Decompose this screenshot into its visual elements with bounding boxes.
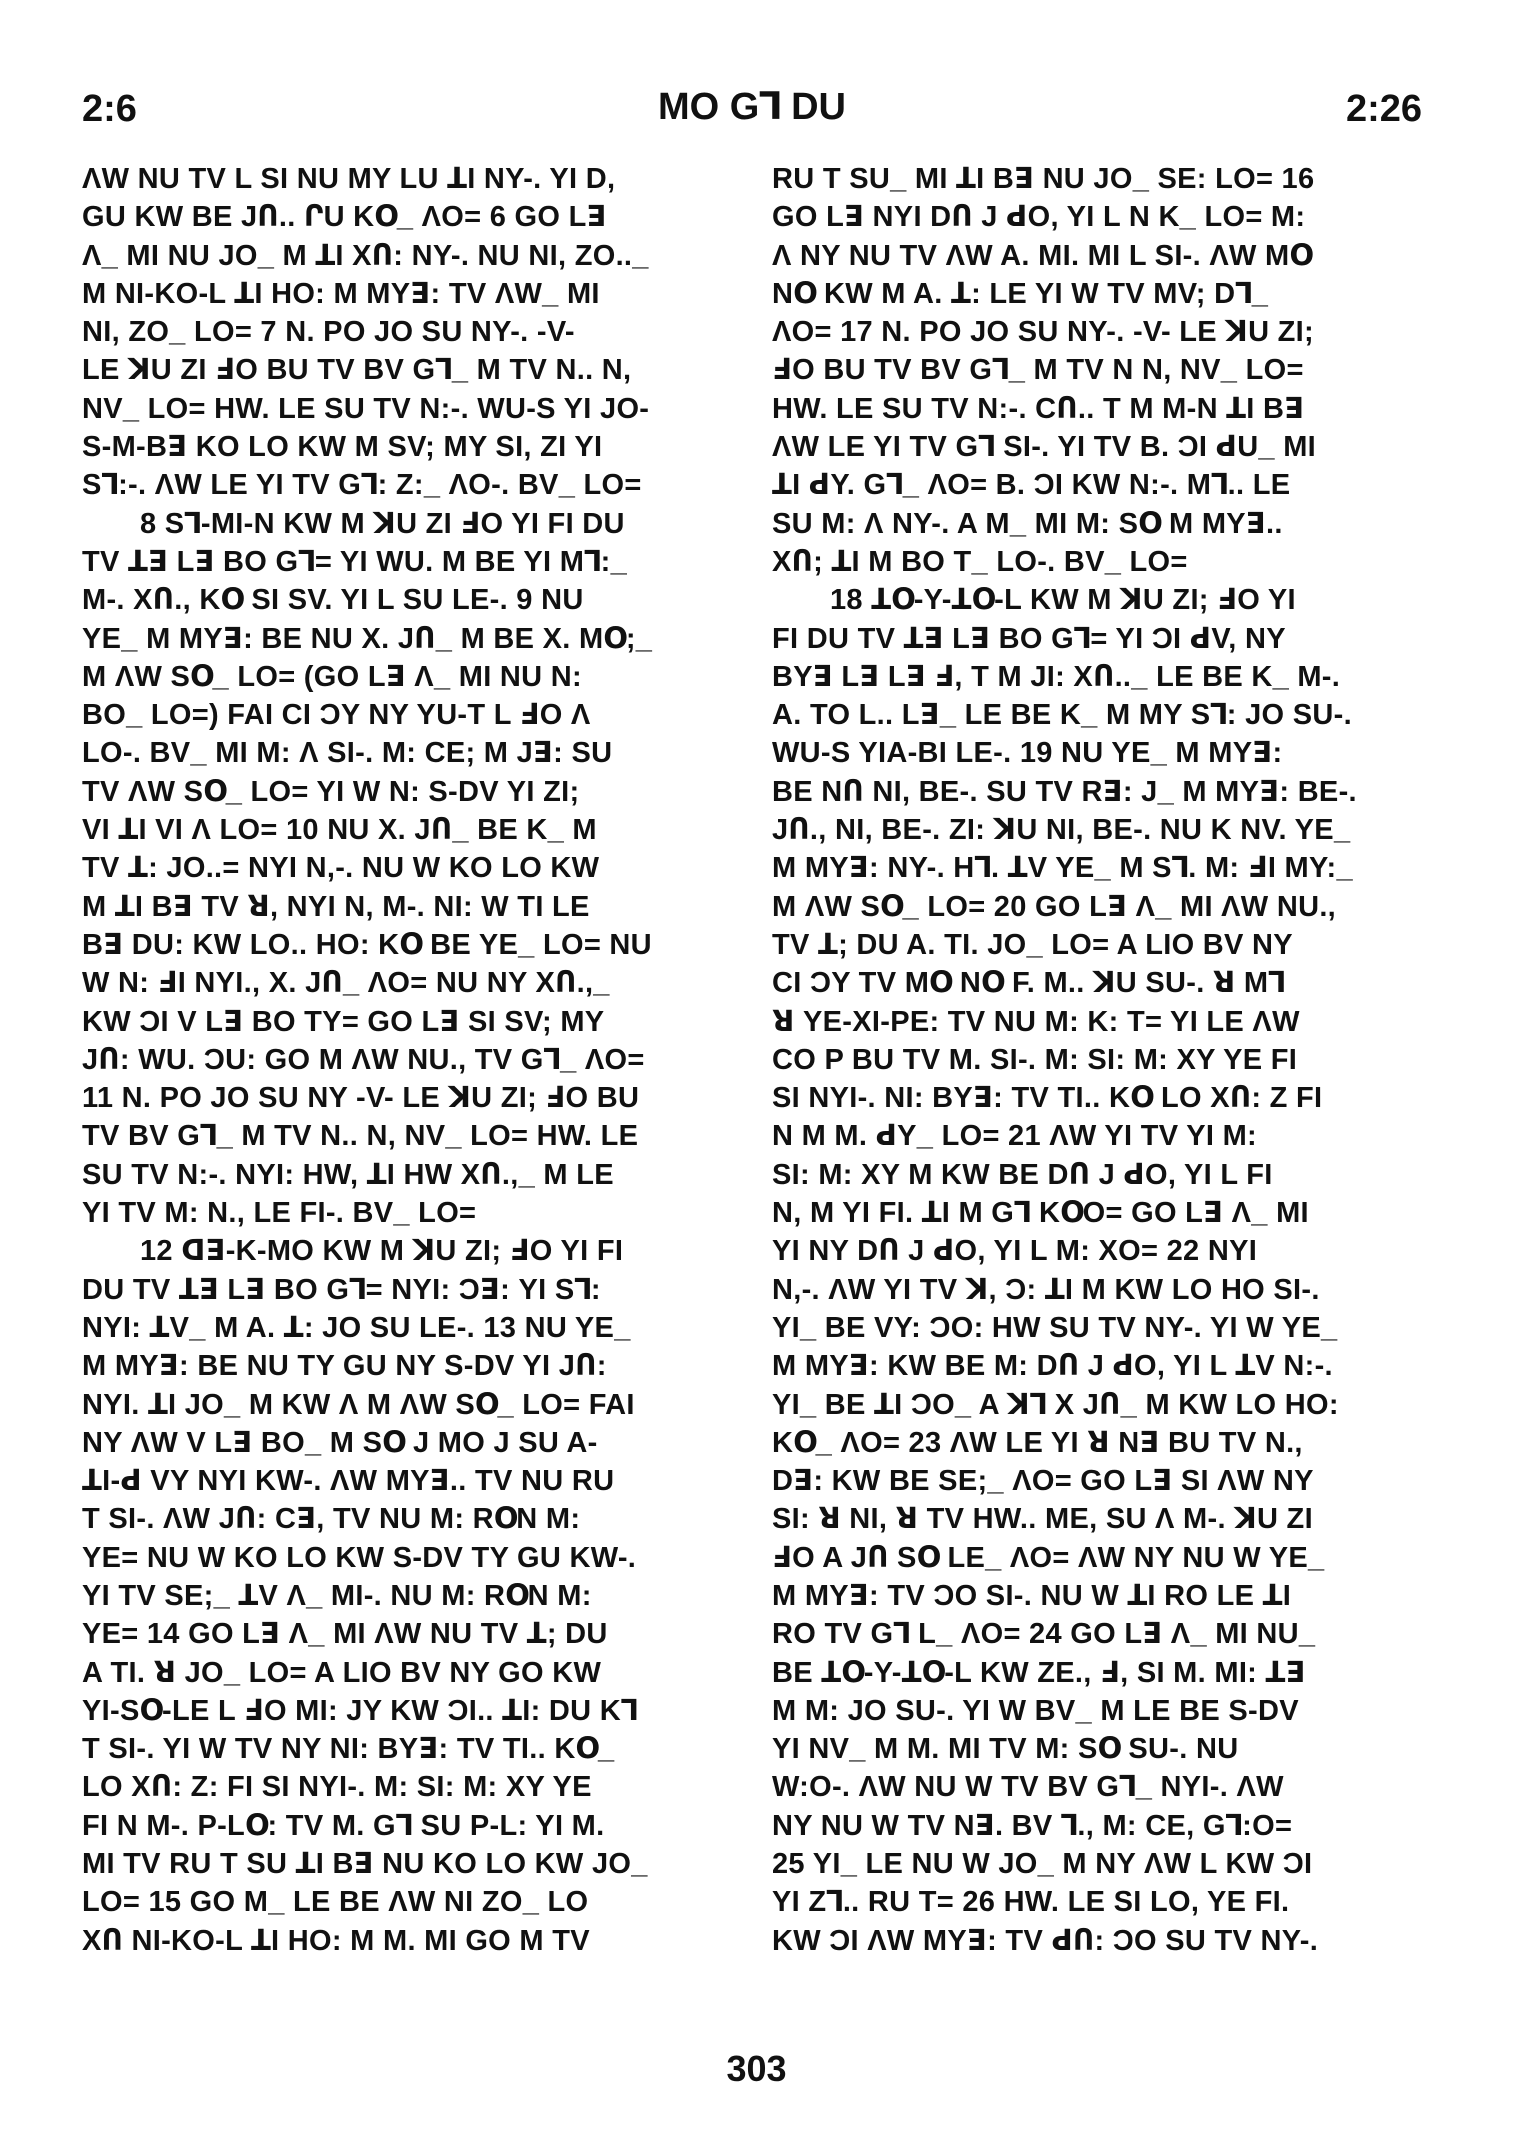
text-line: M M: JO SU-. YI W BV_ M LE BE S-DV [772, 1694, 1299, 1727]
text-line: W:O-. ΛW NU W TV BV G⅂_ NYI-. ΛW [772, 1771, 1284, 1804]
text-line: ꓕI-ꓒ VY NYI KW-. ΛW MYꓱ.. TV NU RU [82, 1465, 615, 1498]
text-line: CI ƆY TV MՕ NՕ F. M.. ꓘU SU-. ꓤ M⅂ [772, 967, 1285, 1000]
text-line: YE= 14 GO Lꓱ Λ_ MI ΛW NU TV ꓕ; DU [82, 1618, 608, 1651]
text-line: BE ꓕՕ-Y-ꓕՕ-L KW ZE., ꓞ, SI M. MI: ꓕꓱ [772, 1656, 1306, 1689]
text-line: T SI-. YI W TV NY NI: BYꓱ: TV TI.. KՕ_ [82, 1733, 615, 1766]
text-line: Dꓱ: KW BE SE;_ ΛO= GO Lꓱ SI ΛW NY [772, 1465, 1314, 1498]
text-line: 25 YI_ LE NU W JO_ M NY ΛW L KW ƆI [772, 1848, 1313, 1881]
text-line: 12 ꓷꓱ-K-MO KW M ꓘU ZI; ꓞO YI FI [140, 1235, 624, 1268]
text-line: LO-. BV_ MI M: Λ SI-. M: CE; M Jꓱ: SU [82, 737, 613, 770]
text-line: BYꓱ Lꓱ Lꓱ ꓞ, T M JI: XՈ.._ LE BE K_ M-. [772, 660, 1341, 693]
text-line: RO TV G⅂ L_ ΛO= 24 GO Lꓱ Λ_ MI NU_ [772, 1618, 1316, 1651]
text-line: KՕ_ ΛO= 23 ΛW LE YI ꓤ Nꓱ BU TV N., [772, 1426, 1303, 1459]
text-line: N M M. ꓒY_ LO= 21 ΛW YI TV YI M: [772, 1120, 1258, 1153]
text-line: NYI: ꓕV_ M A. ꓕ: JO SU LE-. 13 NU YE_ [82, 1311, 631, 1344]
text-line: KW ƆI V Lꓱ BO TY= GO Lꓱ SI SV; MY [82, 1005, 605, 1038]
text-line: HW. LE SU TV N:-. CՈ.. T M M-N ꓕI Bꓱ [772, 392, 1305, 425]
text-line: TV ꓕ; DU A. TI. JO_ LO= A LIO BV NY [772, 928, 1293, 961]
text-line: YI Z⅂.. RU T= 26 HW. LE SI LO, YE FI. [772, 1886, 1290, 1919]
text-line: Bꓱ DU: KW LO.. HO: KՕ BE YE_ LO= NU [82, 928, 652, 961]
text-line: SI: ꓤ NI, ꓤ TV HW.. ME, SU Λ M-. ꓘU ZI [772, 1503, 1313, 1536]
text-line: T SI-. ΛW JՈ: Cꓱ, TV NU M: RՕN M: [82, 1503, 581, 1536]
text-line: XՈ NI-KO-L ꓕI HO: M M. MI GO M TV [82, 1924, 590, 1957]
book-title: MO G⅂ DU [658, 86, 846, 128]
text-line: NV_ LO= HW. LE SU TV N:-. WU-S YI JO- [82, 392, 650, 425]
text-line: XՈ; ꓕI M BO T_ LO-. BV_ LO= [772, 545, 1188, 578]
text-line: DU TV ꓕꓱ Lꓱ BO G⅂= NYI: Ɔꓱ: YI S⅂: [82, 1273, 601, 1306]
text-line: Λ_ MI NU JO_ M ꓕI XՈ: NY-. NU NI, ZO.._ [82, 239, 649, 272]
text-line: YI NY DՈ J ꓒO, YI L M: XO= 22 NYI [772, 1235, 1258, 1268]
text-line: GO Lꓱ NYI DՈ J ꓒO, YI L N K_ LO= M: [772, 201, 1306, 234]
text-line: SU TV N:-. NYI: HW, ꓕI HW XՈ.,_ M LE [82, 1158, 614, 1191]
text-line: NY ΛW V Lꓱ BO_ M SՕ J MO J SU A- [82, 1426, 598, 1459]
text-line: 11 N. PO JO SU NY -V- LE ꓘU ZI; ꓞO BU [82, 1082, 640, 1115]
text-line: LO= 15 GO M_ LE BE ΛW NI ZO_ LO [82, 1886, 589, 1919]
text-line: A TI. ꓤ JO_ LO= A LIO BV NY GO KW [82, 1656, 602, 1689]
text-line: N,-. ΛW YI TV ꓘ, Ɔ: ꓕI M KW LO HO SI-. [772, 1273, 1320, 1306]
header-end-reference: 2:26 [1345, 88, 1422, 130]
text-line: A. TO L.. Lꓱ_ LE BE K_ M MY S⅂: JO SU-. [772, 699, 1352, 732]
text-line: ꓞO A JՈ SՕ LE_ ΛO= ΛW NY NU W YE_ [772, 1541, 1325, 1574]
running-header [82, 88, 1422, 140]
text-line: ꓕI ꓒY. G⅂_ ΛO= B. ƆI KW N:-. M⅂.. LE [772, 469, 1291, 502]
text-line: NI, ZO_ LO= 7 N. PO JO SU NY-. -V- [82, 316, 575, 349]
text-line: M ꓕI Bꓱ TV ꓤ, NYI N, M-. NI: W TI LE [82, 890, 590, 923]
text-line: S⅂:-. ΛW LE YI TV G⅂: Z:_ ΛO-. BV_ LO= [82, 469, 642, 502]
text-line: TV ꓕ: JO..= NYI N,-. NU W KO LO KW [82, 852, 600, 885]
right-text-column [772, 160, 1422, 1960]
text-line: ΛW NU TV L SI NU MY LU ꓕI NY-. YI D, [82, 163, 616, 195]
text-line: YI TV M: N., LE FI-. BV_ LO= [82, 1197, 477, 1230]
text-line: VI ꓕI VI Λ LO= 10 NU X. JՈ_ BE K_ M [82, 814, 597, 847]
text-line: SI NYI-. NI: BYꓱ: TV TI.. KՕ LO XՈ: Z FI [772, 1082, 1323, 1115]
text-line: YE= NU W KO LO KW S-DV TY GU KW-. [82, 1541, 637, 1574]
text-line: MI TV RU T SU ꓕI Bꓱ NU KO LO KW JO_ [82, 1848, 648, 1881]
text-line: TV ΛW SՕ_ LO= YI W N: S-DV YI ZI; [82, 775, 580, 808]
text-line: YI NV_ M M. MI TV M: SՕ SU-. NU [772, 1733, 1239, 1766]
text-line: ΛO= 17 N. PO JO SU NY-. -V- LE ꓘU ZI; [772, 316, 1314, 349]
text-line: S-M-Bꓱ KO LO KW M SV; MY SI, ZI YI [82, 431, 603, 464]
text-line: 8 S⅂-MI-N KW M ꓘU ZI ꓞO YI FI DU [140, 507, 625, 540]
text-line: M ΛW SՕ_ LO= (GO Lꓱ Λ_ MI NU N: [82, 660, 582, 693]
page-number: 303 [726, 2048, 787, 2089]
text-line: M MYꓱ: BE NU TY GU NY S-DV YI JՈ: [82, 1350, 607, 1383]
text-line: YI_ BE VY: ƆO: HW SU TV NY-. YI W YE_ [772, 1311, 1338, 1344]
text-line: GU KW BE JՈ.. ՐU KՕ_ ΛO= 6 GO Lꓱ [82, 201, 607, 234]
text-line: NՕ KW M A. ꓕ: LE YI W TV MV; D⅂_ [772, 277, 1269, 310]
text-line: RU T SU_ MI ꓕI Bꓱ NU JO_ SE: LO= 16 [772, 163, 1315, 195]
left-text-column [82, 160, 732, 1960]
text-line: Λ NY NU TV ΛW A. MI. MI L SI-. ΛW MՕ [772, 239, 1312, 272]
text-line: WU-S YIA-BI LE-. 19 NU YE_ M MYꓱ: [772, 737, 1283, 770]
text-line: NYI. ꓕI JO_ M KW Λ M ΛW SՕ_ LO= FAI [82, 1388, 635, 1421]
text-line: LE ꓘU ZI ꓞO BU TV BV G⅂_ M TV N.. N, [82, 354, 632, 387]
text-line: SI: M: XY M KW BE DՈ J ꓒO, YI L FI [772, 1158, 1273, 1191]
text-line: BE NՈ NI, BE-. SU TV Rꓱ: J_ M MYꓱ: BE-. [772, 775, 1357, 808]
text-line: ΛW LE YI TV G⅂ SI-. YI TV B. ƆI ꓒU_ MI [772, 431, 1317, 464]
text-line: YI-SՕ-LE L ꓞO MI: JY KW ƆI.. ꓕI: DU K⅂ [82, 1694, 638, 1727]
text-line: BO_ LO=) FAI CI ƆY NY YU-T L ꓞO Λ [82, 699, 591, 732]
text-line: N, M YI FI. ꓕI M G⅂ KՕO= GO Lꓱ Λ_ MI [772, 1197, 1309, 1230]
text-line: TV BV G⅂_ M TV N.. N, NV_ LO= HW. LE [82, 1120, 639, 1153]
text-line: W N: ꓞI NYI., X. JՈ_ ΛO= NU NY XՈ.,_ [82, 967, 610, 1000]
text-line: M NI-KO-L ꓕI HO: M MYꓱ: TV ΛW_ MI [82, 277, 600, 310]
text-line: KW ƆI ΛW MYꓱ: TV ꓒՈ: ƆO SU TV NY-. [772, 1924, 1319, 1957]
text-line: YI TV SE;_ ꓕV Λ_ MI-. NU M: RՕN M: [82, 1579, 592, 1612]
text-line: YI_ BE ꓕI ƆO_ A ꓘ⅂ X JՈ_ M KW LO HO: [772, 1388, 1339, 1421]
text-line: ꓞO BU TV BV G⅂_ M TV N N, NV_ LO= [772, 354, 1304, 387]
text-line: SU M: Λ NY-. A M_ MI M: SՕ M MYꓱ.. [772, 507, 1283, 540]
header-start-reference: 2:6 [82, 88, 137, 130]
text-line: ꓤ YE-XI-PE: TV NU M: K: T= YI LE ΛW [772, 1005, 1300, 1038]
text-line: NY NU W TV Nꓱ. BV ⅂., M: CE, G⅂:O= [772, 1809, 1293, 1842]
text-line: M MYꓱ: KW BE M: DՈ J ꓒO, YI L ꓕV N:-. [772, 1350, 1333, 1383]
text-line: TV ꓕꓱ Lꓱ BO G⅂= YI WU. M BE YI M⅂:_ [82, 545, 628, 578]
text-line: M MYꓱ: TV ƆO SI-. NU W ꓕI RO LE ꓕI [772, 1579, 1292, 1612]
text-line: CO P BU TV M. SI-. M: SI: M: XY YE FI [772, 1043, 1298, 1076]
text-line: FI N M-. P-LՕ: TV M. G⅂ SU P-L: YI M. [82, 1809, 605, 1842]
text-line: M-. XՈ., KՕ SI SV. YI L SU LE-. 9 NU [82, 584, 584, 617]
text-line: JՈ., NI, BE-. ZI: ꓘU NI, BE-. NU K NV. YE_ [772, 814, 1351, 847]
text-line: M MYꓱ: NY-. H⅂. ꓕV YE_ M S⅂. M: ꓞI MY:_ [772, 852, 1353, 885]
text-line: M ΛW SՕ_ LO= 20 GO Lꓱ Λ_ MI ΛW NU., [772, 890, 1337, 923]
text-line: JՈ: WU. ƆU: GO M ΛW NU., TV G⅂_ ΛO= [82, 1043, 645, 1076]
text-line: 18 ꓕՕ-Y-ꓕՕ-L KW M ꓘU ZI; ꓞO YI [830, 584, 1296, 617]
text-line: YE_ M MYꓱ: BE NU X. JՈ_ M BE X. MՕ;_ [82, 622, 653, 655]
text-line: FI DU TV ꓕꓱ Lꓱ BO G⅂= YI ƆI ꓒV, NY [772, 622, 1286, 655]
text-line: LO XՈ: Z: FI SI NYI-. M: SI: M: XY YE [82, 1771, 592, 1804]
